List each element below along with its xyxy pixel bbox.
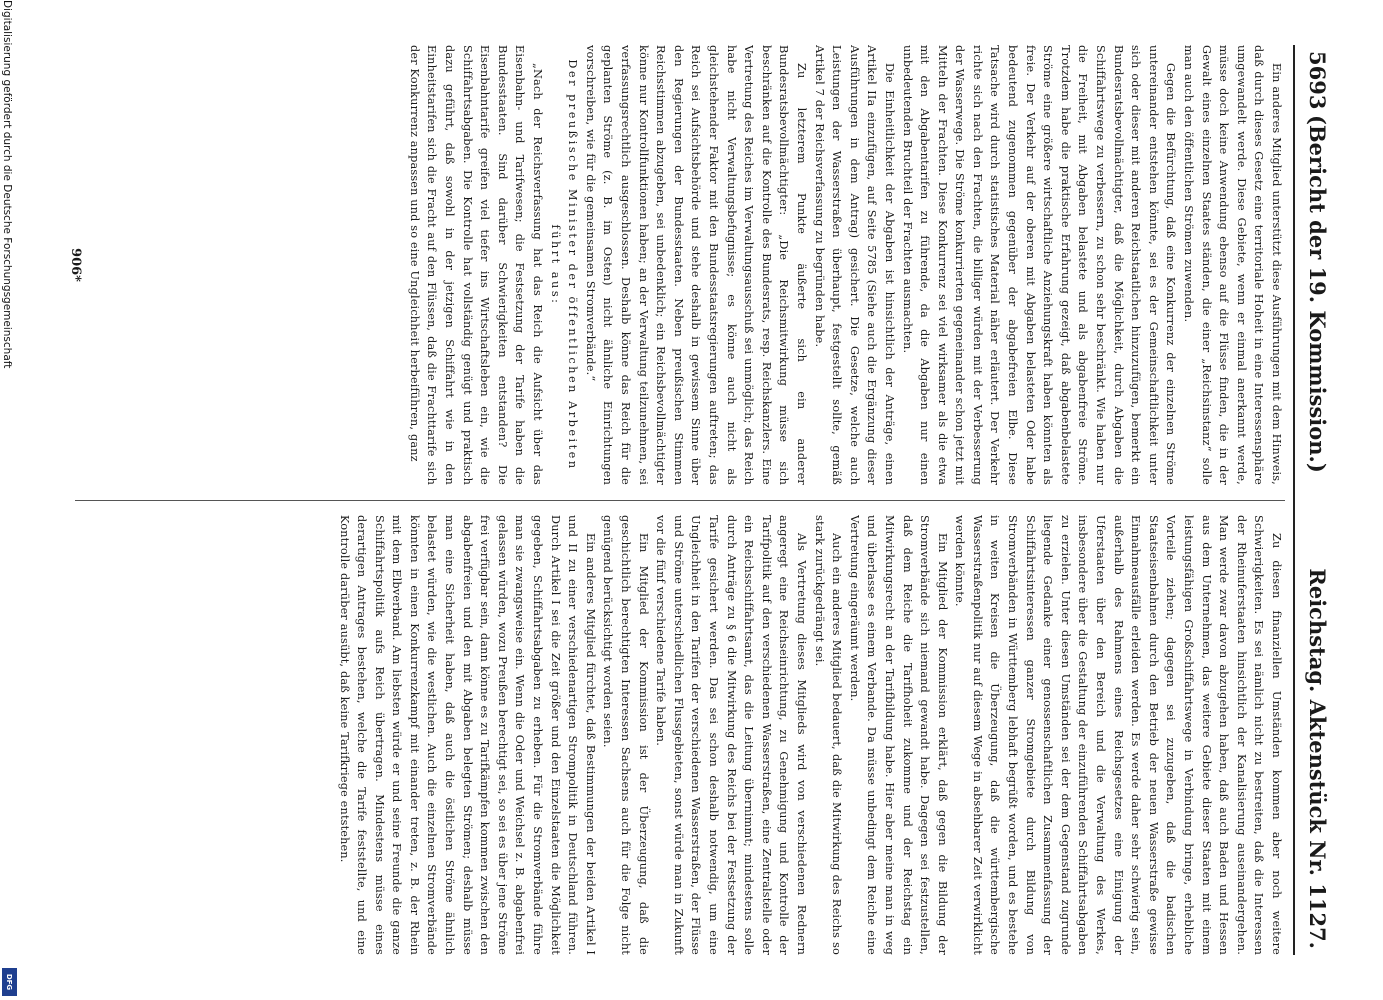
paragraph: Ein anderes Mitglied fürchtet, daß Bestimmungen der beiden Artikel I und II zu einer verschiedenartigen Strompolitik in Deutschland führen. Durch Artikel I sei die Zeit größer und den Einzelstaaten die Möglichkeit gegeben, Schiffahrtsabgaben zu erheben. Für die Stromverbände führe man sie zwangsweise ein. Wenn die Oder und Weichsel z. B. abgabenfrei gelassen würden, wozu Preußen berechtigt sei, so sei es über jene Ströme frei verfügbar sein, dann könne es zu Tarifkämpfen kommen zwischen den abgabenfreien und den mit Abgaben belegten Strömen; deshalb müsse man eine Sicherheit haben, daß auch die östlichen Ströme ähnlich belastet würden, wie die westlichen. Auch die einzelnen Stromverbände könnten in einen Konkurrenzkampf mit einander treten, z. B. der Rhein mit dem Elbverband. Am liebsten würde er und seine Freunde die ganze Schiffahrtspolitik aufs Reich übertragen. Mindestens müsse eines derartigen Antrages bestehen, welche die Tarife feststellte, und eine Kontrolle darüber ausübt, daß keine Tarifkriege entstehen.: [337, 515, 597, 955]
dfg-logo-icon: [2, 968, 17, 996]
scanned-page: [55, 45, 1335, 955]
digitization-footer: [0, 0, 20, 1000]
header-rule: [1293, 45, 1295, 955]
text-column-right: [80, 515, 1285, 955]
running-head: [1299, 45, 1335, 955]
paragraph: Ein Mitglied der Kommission ist der Überzeugung, daß die geschichtlich berechtigten Interessen Sachsens auch für die Folge nicht genügend berücksichtigt worden seien.: [601, 515, 650, 955]
dfg-logo-text: DFG: [5, 973, 14, 991]
paragraph: Gegen die Befürchtung, daß eine Konkurrenz der einzelnen Ströme untereinander entstehen könnte, sei es der Gemeinschaftlichkeit unter sich oder dieser mit anderen Reichstaatlichen hinzuzufügen, bemerkt ein Bundesratsbevollmächtigter, daß die Möglichkeit, durch Abgaben die Schiffahrtswege zu verbessern, zu schon sehr beschränkt. Wie haben nur die Freiheit, mit Abgaben belastete und als abgabenfreie Ströme. Trotzdem habe die praktische Erfahrung gezeigt, daß abgabenbelastete Ströme eine größere wirtschaftliche Anziehungskraft haben könnten als freie. Der Verkehr auf der oberen mit Abgaben belasteten Oder habe bedeutend zugenommen gegenüber der abgabefreien Elbe. Diese Tatsache wird durch statistisches Material näher erläutert. Der Verkehr richte sich nach den Frachten, die billiger würden mit der Verbesserung der Wasserwege. Die Ströme konkurrierten gegeneinander schon jetzt mit Mitteln der Frachten. Diese Konkurrenz sei viel wirksamer als die etwa mit den Abgabentarifen zu führende, da die Abgaben nur einen unbedeutenden Bruchteil der Frachten ausmachten.: [900, 45, 1178, 485]
paragraph: Zu diesen finanziellen Umständen kommen aber noch weitere Schwierigkeiten. Es sei nämlich nicht zu bestreiten, daß die Interessen der Rheinuferstaaten hinsichtlich der Kanalisierung auseinandergehen. Man werde zwar davon abzugehen haben, daß auch Baden und Hessen aus dem Unternehmen, das weitere Gebiete dieser Staaten mit einem leistungsfähigen Großschiffahrtswege in Verbindung bringe, erhebliche Vorteile ziehen; dagegen sei zuzugeben, daß die badischen Staatseisenbahnen durch den Betrieb der neuen Wasserstraße gewisse Einnahmeausfälle erleiden werden. Es werde daher sehr schwierig sein, außerhalb des Rahmens eines Reichsgesetzes eine Einigung der Uferstaaten über den Bereich und die Verwaltung des Werkes, insbesondere über die Gestaltung der einzuführenden Schiffahrtsabgaben zu erzielen. Unter diesen Umständen sei der dem Gegenstand zugrunde liegende Gedanke einer genossenschaftlichen Zusammenfassung der Schiffahrtsinteressen ganzer Stromgebiete durch Bildung von Stromverbänden in Württemberg lebhaft begrüßt worden, und es bestehe in weiten Kreisen die Überzeugung, daß die württembergische Wasserstraßenpolitik nur auf diesem Wege in absehbarer Zeit verwirklicht werden könnte.: [953, 515, 1283, 955]
digitization-credit: Digitalisierung gefördert durch die Deutsche Forschungsgemeinschaft: [1, 0, 13, 369]
page-content: [55, 45, 1335, 955]
document-title: Reichstag. Aktenstück Nr. 1127.: [1305, 568, 1330, 949]
report-title: (Bericht der 19. Kommission.): [1305, 115, 1330, 473]
page-number: 5693: [1305, 51, 1330, 110]
paragraph: Zu letzterem Punkte äußerte sich ein anderer Bundesratsbevollmächtigter: „Die Reichsmitwirkung müsse sich beschränken auf die Kontrolle des Bundesrats, resp. Reichskanzlers. Eine Vertretung des Reiches im Verwaltungsausschuß sei unmöglich; das Reich habe nicht Verwaltungsbefugnisse; es könne auch nicht als gleichstehender Faktor mit den Bundesstaatsregierungen auftreten; das Reich sei Aufsichtsbehörde und stehe deshalb in gewissem Sinne über den Regierungen der Bundesstaaten. Neben preußischen Stimmen Reichsstimmen abzugeben, sei unbedenklich; ein Reichsbevollmächtigter könne nur Kontrollfunktionen haben; an der Verwaltung teilzunehmen, sei verfassungsrechtlich ausgeschlossen. Deshalb könne das Reich für die geplanten Ströme (z. B. im Osten) nicht ähnliche Einrichtungen vorschreiben, wie für die gemeinsamen Stromverbände.“: [583, 45, 808, 485]
paragraph: „Nach der Reichsverfassung hat das Reich die Aufsicht über das Eisenbahn- und Tarifwesen; die Festsetzung der Tarife haben die Bundesstaaten. Sind darüber Schwierigkeiten entstanden? Die Eisenbahntarife greifen viel tiefer ins Wirtschaftsleben ein, wie die Schiffahrtsabgaben. Die Kontrolle hat vollständig genügt und praktisch dazu geführt, daß sowohl in der jetzigen Schiffahrt wie in den Einheitstarifen sich die Fracht auf den Flüssen, daß die Frachttarife sich der Konkurrenz anpassen und so eine Ungleichheit herbeiführen, ganz: [407, 45, 545, 485]
paragraph: Ein anderes Mitglied unterstützt diese Ausführungen mit dem Hinweis, daß durch dieses Gesetz eine territoriale Hoheit in eine Interessensphäre umgewandelt werde. Diese Gebiete, wenn er einmal anerkannt werde, müsse doch keine Anwendung ebenso auf die Flüsse finden, die in der Gewalt eines einzelnen Staates ständen, die einer „Reichsinstanz“ solle man auch den öffentlichen Strömen zuwenden.: [1182, 45, 1283, 485]
text-column-left: [80, 45, 1285, 485]
paragraph: Auch ein anderes Mitglied bedauert, daß die Mitwirkung des Reichs so stark zurückgedrängt sei.: [812, 515, 844, 955]
paragraph-heading: Der preußische Minister der öffentlichen Arbeiten führt aus:: [548, 59, 580, 471]
paragraph: Die Einheitlichkeit der Abgaben ist hinsichtlich der Anträge, einen Artikel IIa einzufügen, auf Seite 5785 (Siehe auch die Ergänzung dieser Ausführungen in dem Antrag) gesichert. Die Gesetze, welche auch Leistungen der Wasserstraßen überhaupt, festgestellt sollte, gemäß Artikel 7 der Reichsverfassung zu begründen habe.: [812, 45, 896, 485]
column-divider: [75, 500, 1285, 501]
signature-mark: 906*: [68, 248, 83, 282]
paragraph: Ein Mitglied der Kommission erklärt, daß gegen die Bildung der Stromverbände sich niemand gewandt habe. Dagegen sei festzustellen, daß dem Reiche die Tarifhoheit zukomme und der Reichstag ein Mitwirkungsrecht an der Tarifbildung habe. Hier aber meine man in weg und überlasse es einem Verbande. Da müsse unbedingt dem Reiche eine Vertretung eingeräumt werden.: [847, 515, 949, 955]
paragraph: Als Vertretung dieses Mitglieds wird von verschiedenen Rednern angeregt eine Reichseinrichtung, zu Genehmigung und Kontrolle der Tarifpolitik auf den verschiedenen Wasserstraßen, eine Zentralstelle oder ein Reichsschiffahrtsamt, das die Leitung übernimmt; mindestens solle durch Anträge zu § 6 die Mitwirkung des Reichs bei der Festsetzung der Tarife gesichert werden. Das sei schon deshalb notwendig, um eine Ungleichheit in den Tarifen der verschiedenen Wasserstraßen, der Flüsse und Ströme unterschiedlichen Flussgebieten, sonst würde man in Zukunft vor die fünf verschiedene Tarife haben.: [654, 515, 808, 955]
